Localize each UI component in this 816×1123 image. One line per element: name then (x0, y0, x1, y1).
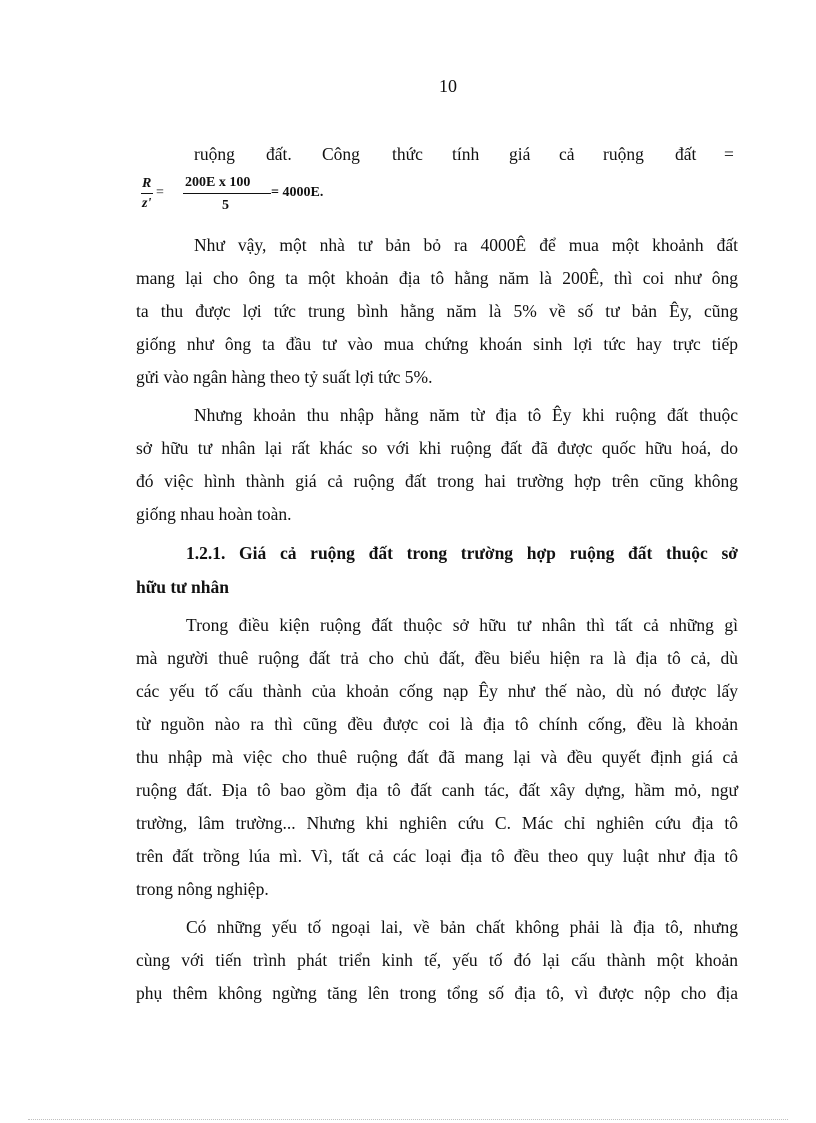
price-formula (139, 170, 359, 218)
paragraph-4-line-3: phụ thêm không ngừng tăng lên trong tổng số địa tô, vì được nộp cho địa (136, 983, 738, 1003)
paragraph-1-line-2: mang lại cho ông ta một khoản địa tô hằng năm là 200Ê, thì coi như ông (136, 268, 738, 288)
intro-word: tính (452, 144, 480, 164)
paragraph-3-line-8: trên đất trồng lúa mì. Vì, tất cả các loại địa tô đều theo quy luật như địa tô (136, 846, 738, 866)
formula-lhs-denominator: z' (142, 196, 152, 211)
paragraph-2-line-2: sở hữu tư nhân lại rất khác so với khi ruộng đất đã được quốc hữu hoá, do (136, 438, 738, 458)
paragraph-4-line-2: cùng với tiến trình phát triển kinh tế, yếu tố đó lại cấu thành một khoản (136, 950, 738, 970)
paragraph-3-line-1: Trong điều kiện ruộng đất thuộc sở hữu tư nhân thì tất cả những gì (186, 615, 738, 635)
formula-equals: = (156, 185, 164, 200)
paragraph-1-line-3: ta thu được lợi tức trung bình hằng năm là 5% về số tư bản Êy, cũng (136, 301, 738, 321)
paragraph-1-line-5: gửi vào ngân hàng theo tỷ suất lợi tức 5%. (136, 367, 433, 387)
paragraph-2-line-4: giống nhau hoàn toàn. (136, 504, 292, 524)
intro-word: thức (392, 144, 423, 164)
page-number: 10 (439, 76, 457, 96)
paragraph-4-line-1: Có những yếu tố ngoại lai, về bản chất không phải là địa tô, nhưng (186, 917, 738, 937)
intro-word: đất. (266, 144, 292, 164)
paragraph-3-line-7: trường, lâm trường... Nhưng khi nghiên cứu C. Mác chỉ nghiên cứu địa tô (136, 813, 738, 833)
paragraph-3-line-5: thu nhập mà việc cho thuê ruộng đất đã mang lại và đều quyết định giá cả (136, 747, 738, 767)
formula-rhs-numerator: 200E x 100 (185, 175, 251, 190)
intro-word: = (724, 144, 734, 164)
intro-word: đất (675, 144, 697, 164)
intro-word: cả (559, 144, 575, 164)
formula-lhs-numerator: R (142, 176, 152, 191)
intro-word: giá (509, 144, 531, 164)
intro-word: Công (322, 144, 360, 164)
paragraph-3-line-4: từ nguồn nào ra thì cũng đều được coi là địa tô chính cống, đều là khoản (136, 714, 738, 734)
paragraph-1-line-1: Như vậy, một nhà tư bản bỏ ra 4000Ê để mua một khoảnh đất (194, 235, 738, 255)
page-bottom-divider (28, 1119, 788, 1120)
paragraph-3-line-9: trong nông nghiệp. (136, 879, 269, 899)
paragraph-3-line-6: ruộng đất. Địa tô bao gồm địa tô đất canh tác, đất xây dựng, hầm mỏ, ngư (136, 780, 738, 800)
paragraph-3-line-3: các yếu tố cấu thành của khoản cống nạp Êy như thế nào, dù nó được lấy (136, 681, 738, 701)
formula-rhs-denominator: 5 (222, 198, 229, 213)
intro-word: ruộng (194, 144, 235, 164)
formula-result: = 4000E. (271, 185, 324, 200)
formula-rhs-fraction-bar (183, 193, 271, 194)
paragraph-1-line-4: giống như ông ta đầu tư vào mua chứng khoán sinh lợi tức hay trực tiếp (136, 334, 738, 354)
paragraph-2-line-1: Nhưng khoản thu nhập hằng năm từ địa tô Êy khi ruộng đất thuộc (194, 405, 738, 425)
section-heading-line-1: 1.2.1. Giá cả ruộng đất trong trường hợp ruộng đất thuộc sở (186, 543, 738, 563)
paragraph-2-line-3: đó việc hình thành giá cả ruộng đất trong hai trường hợp trên cũng không (136, 471, 738, 491)
formula-lhs-fraction-bar (141, 193, 153, 194)
section-heading-line-2: hữu tư nhân (136, 577, 229, 597)
paragraph-3-line-2: mà người thuê ruộng đất trả cho chủ đất, đều biểu hiện ra là địa tô cả, dù (136, 648, 738, 668)
intro-word: ruộng (603, 144, 644, 164)
